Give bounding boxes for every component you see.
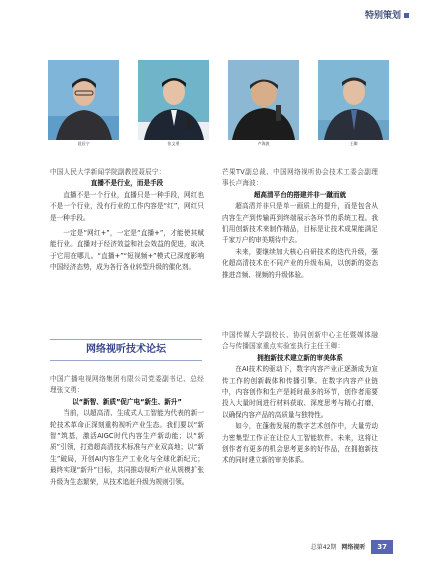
speaker-intro: 芒果TV副总裁、中国网络视听协会技术工委会副理事长卢海波：	[222, 168, 378, 188]
quote-heading: 直播不是行业，而是手段	[90, 179, 164, 188]
speaker-photo-4	[318, 60, 389, 140]
paragraph: 超高清并非只是单一画质上的提升，而是包含从内容生产到传输再到终端展示各环节的系统工程。我们用创新技术来制作精品，目标是让技术成果能满足千家万户的审美期待中去。	[222, 202, 378, 245]
paragraph: 直播不是一个行业，直播只是一种手段，网红也不是一个行业，没有行业的工作内容是“红”，网红只是一种手段。	[50, 190, 204, 222]
speaker-photo-2	[138, 60, 209, 140]
right-column-bottom	[222, 330, 378, 467]
forum-title: 网络视听技术论坛	[50, 339, 202, 361]
quote-heading: 拥抱新技术建立新的审美体系	[257, 353, 343, 362]
quote-heading: 以“新智、新质”促广电“新生、新升”	[72, 397, 182, 406]
speaker-photos	[48, 60, 388, 150]
paragraph: 在AI技术的驱动下，数字内容产业正逐渐成为宣传工作的创新载体和传播引擎。在数字内容产业链中，内容创作和生产是耗时最多的环节，创作者需要投入大量时间进行材料获取、深度思考与精心打磨，以确保内容产品的高质量与独特性。	[222, 365, 378, 419]
speaker-photo-3	[228, 60, 299, 140]
left-column-top	[50, 167, 204, 274]
speaker-photo-1	[48, 60, 119, 140]
magazine-name: 网络视听	[341, 544, 366, 551]
speaker-caption-3: 卢海波	[257, 141, 270, 146]
speaker-intro: 中国传媒大学副校长、协同创新中心主任暨媒体融合与传播国家重点实验室执行主任王卿：	[222, 331, 378, 351]
page-number: 37	[371, 540, 393, 554]
left-column-bottom	[50, 374, 204, 488]
page-footer	[311, 540, 393, 554]
speaker-caption-1: 聂辰宁	[77, 141, 90, 146]
speaker-caption-4: 王卿	[349, 141, 358, 146]
paragraph: 如今，在蓬勃发展的数字艺术创作中，大量劳动力密集型工作正在让位人工智能软件。未来，这将让创作者有更多的机会思考更多的好作品，在拥抱新技术的同时建立新的审美体系。	[222, 422, 378, 465]
speaker-intro: 中国人民大学新闻学院副教授聂辰宁：	[50, 168, 166, 176]
issue-label: 总第42期	[310, 544, 337, 551]
paragraph: 当前，以超高清、生成式人工智能为代表的新一轮技术革命正深刻重构视听产业生态。我们要以“新智”筑基，激活AIGC时代内容生产新动能；以“新质”引领，打造超高清技术标准与产业双高地；以“新生”破局，开创AI内容生产工业化与全球化新纪元；最终实现“新升”目标，共同推动视听产业从规模扩张升级为生态繁荣，从技术追赶升级为规则引领。	[50, 409, 204, 486]
speaker-caption-2: 张文勇	[167, 141, 180, 146]
paragraph: 一定是“网红+”，一定是“直播+”，才能使其赋能行业。直播对于经济效益和社会效益的促进，取决于它用在哪儿。“直播+”“短视频+”模式已深度影响中国经济态势，成为各行各业转型升级的催化剂。	[50, 229, 204, 272]
paragraph: 未来，要继续加大核心自研技术的迭代升级，强化超高清技术在不同产业的升级布局，以创新的姿态推进音频、视频的升级体验。	[222, 247, 378, 279]
section-square-icon	[404, 13, 409, 18]
speaker-intro: 中国广播电视网络集团有限公司党委副书记、总经理张文勇：	[50, 375, 204, 395]
right-column-top	[222, 167, 378, 281]
quote-heading: 超高清平台的搭建并非一蹴而就	[253, 190, 347, 199]
section-label: 特别策划	[365, 8, 409, 21]
